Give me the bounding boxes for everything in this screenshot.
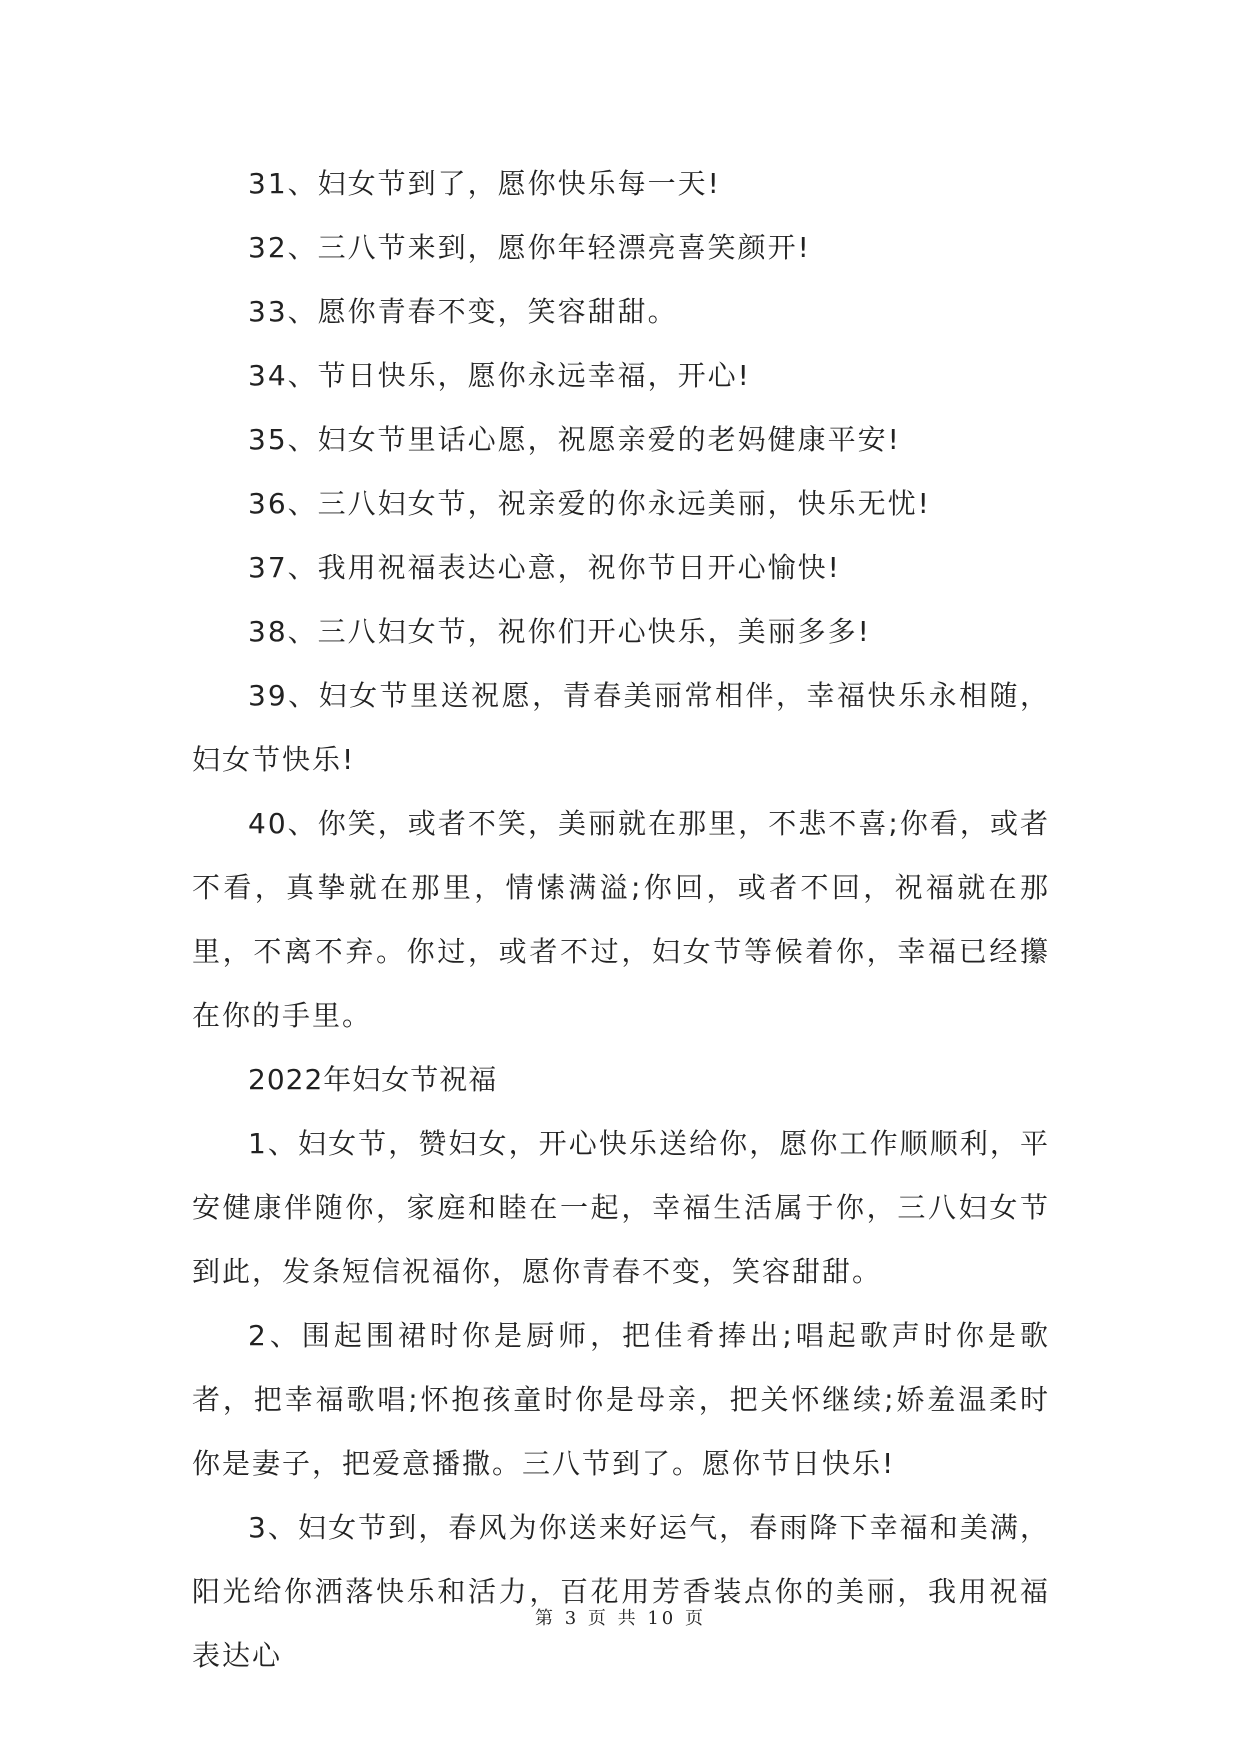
section-heading: 2022年妇女节祝福 xyxy=(248,1063,498,1096)
paragraph-38: 38、三八妇女节，祝你们开心快乐，美丽多多! xyxy=(248,615,871,648)
document-body xyxy=(192,152,1050,1688)
paragraph-33: 33、愿你青春不变，笑容甜甜。 xyxy=(248,295,678,328)
paragraph-32: 32、三八节来到，愿你年轻漂亮喜笑颜开! xyxy=(248,231,811,264)
paragraph-39: 39、妇女节里送祝愿，青春美丽常相伴，幸福快乐永相随，妇女节快乐! xyxy=(192,679,1050,776)
paragraph-34: 34、节日快乐，愿你永远幸福，开心! xyxy=(248,359,751,392)
page-footer: 第 3 页 共 10 页 xyxy=(535,1608,706,1629)
paragraph-37: 37、我用祝福表达心意，祝你节日开心愉快! xyxy=(248,551,841,584)
paragraph-40: 40、你笑，或者不笑，美丽就在那里，不悲不喜;你看，或者不看，真挚就在那里，情愫满溢;你回，或者不回，祝福就在那里，不离不弃。你过，或者不过，妇女节等候着你，幸福已经攥在你的手里。 xyxy=(192,807,1050,1032)
paragraph-3: 3、妇女节到，春风为你送来好运气，春雨降下幸福和美满，阳光给你洒落快乐和活力，百花用芳香装点你的美丽，我用祝福表达心 xyxy=(192,1511,1050,1672)
paragraph-1: 1、妇女节，赞妇女，开心快乐送给你，愿你工作顺顺利，平安健康伴随你，家庭和睦在一起，幸福生活属于你，三八妇女节到此，发条短信祝福你，愿你青春不变，笑容甜甜。 xyxy=(192,1127,1050,1288)
paragraph-36: 36、三八妇女节，祝亲爱的你永远美丽，快乐无忧! xyxy=(248,487,931,520)
paragraph-31: 31、妇女节到了，愿你快乐每一天! xyxy=(248,167,721,200)
paragraph-35: 35、妇女节里话心愿，祝愿亲爱的老妈健康平安! xyxy=(248,423,901,456)
paragraph-2: 2、围起围裙时你是厨师，把佳肴捧出;唱起歌声时你是歌者，把幸福歌唱;怀抱孩童时你是母亲，把关怀继续;娇羞温柔时你是妻子，把爱意播撒。三八节到了。愿你节日快乐! xyxy=(192,1319,1050,1480)
